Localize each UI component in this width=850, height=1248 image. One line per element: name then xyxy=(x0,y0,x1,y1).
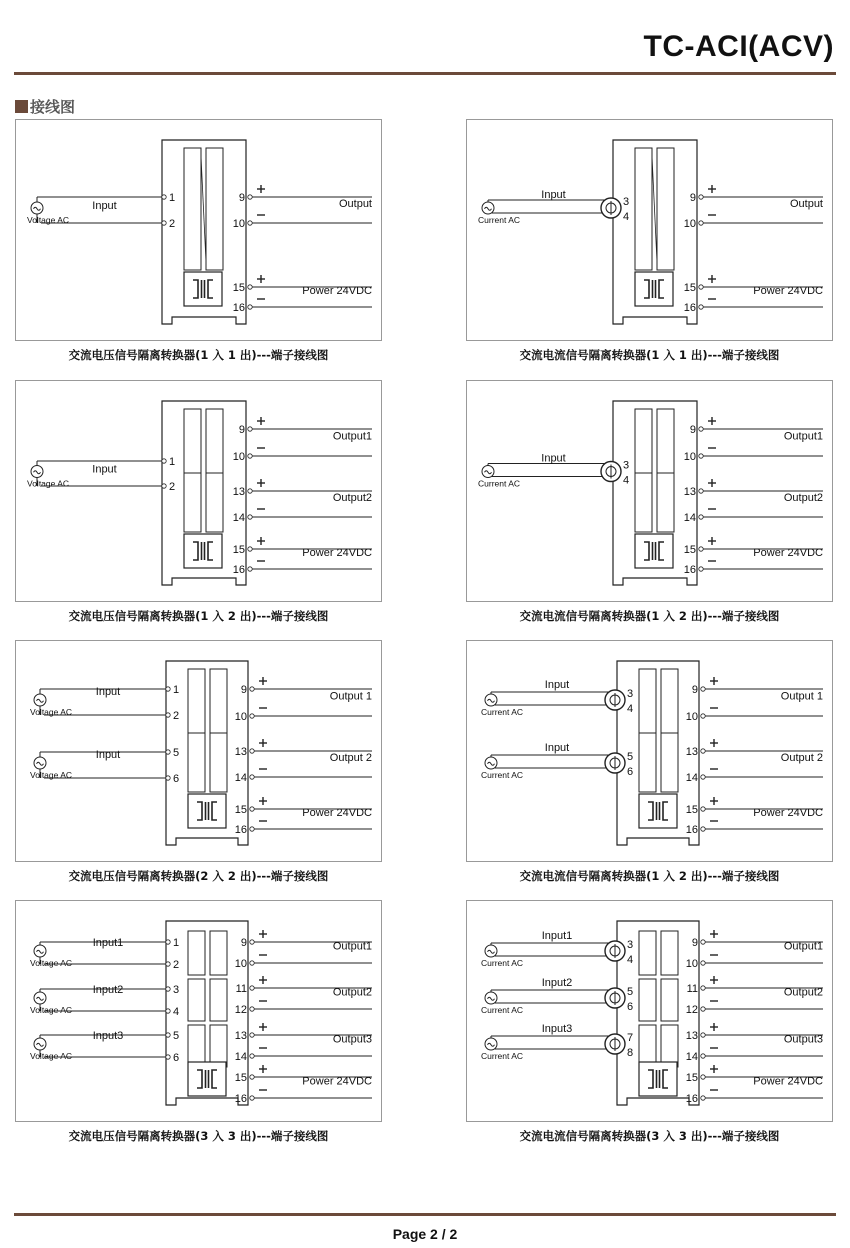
terminal-dot xyxy=(699,195,703,199)
wiring-svg xyxy=(467,641,834,863)
terminal-number: 7 xyxy=(627,1032,634,1044)
input-label: Input xyxy=(95,749,121,761)
terminal-dot xyxy=(699,515,703,519)
input-label: Input xyxy=(92,200,117,212)
output-label: Output 2 xyxy=(780,752,823,764)
wiring-svg xyxy=(467,120,834,342)
terminal-number: 16 xyxy=(232,302,245,314)
terminal-number: 16 xyxy=(685,824,698,836)
input-label: Input xyxy=(95,686,121,698)
terminal-number: 16 xyxy=(683,302,696,314)
terminal-number: 9 xyxy=(238,192,245,204)
terminal-dot xyxy=(248,285,252,289)
source-type-label: Voltage AC xyxy=(27,215,70,225)
output-label: Output1 xyxy=(783,940,823,953)
terminal-dot xyxy=(701,986,705,990)
isolation-slot xyxy=(661,1025,678,1067)
power-label: Power 24VDC xyxy=(753,1075,823,1088)
terminal-dot xyxy=(162,484,166,488)
terminal-number: 15 xyxy=(685,1072,698,1084)
terminal-dot xyxy=(701,687,705,691)
power-label: Power 24VDC xyxy=(302,1075,372,1088)
terminal-number: 15 xyxy=(234,804,247,816)
source-type-label: Current AC xyxy=(478,215,521,225)
power-isolation-block xyxy=(184,534,222,568)
source-type-label: Voltage AC xyxy=(30,770,73,780)
power-label: Power 24VDC xyxy=(753,547,823,559)
terminal-number: 3 xyxy=(623,196,630,208)
power-label: Power 24VDC xyxy=(302,547,372,559)
terminal-number: 16 xyxy=(685,1093,698,1105)
square-bullet-icon xyxy=(15,100,28,113)
wiring-diagram-2 xyxy=(466,119,833,341)
wiring-diagram-1 xyxy=(15,119,382,341)
isolation-slot xyxy=(188,733,205,792)
isolation-slot xyxy=(661,931,678,975)
input-label: Input1 xyxy=(541,930,573,942)
terminal-number: 14 xyxy=(685,1051,698,1063)
terminal-number: 14 xyxy=(234,772,247,784)
terminal-number: 5 xyxy=(173,747,180,759)
isolation-slot xyxy=(661,669,678,733)
power-isolation-block xyxy=(635,534,673,568)
terminal-dot xyxy=(248,547,252,551)
terminal-number: 6 xyxy=(627,766,634,778)
terminal-number: 9 xyxy=(691,937,698,949)
isolation-slot xyxy=(188,669,205,733)
isolation-slot xyxy=(635,409,652,473)
terminal-number: 14 xyxy=(683,512,696,524)
terminal-dot xyxy=(166,962,170,966)
input-label: Input xyxy=(544,679,570,691)
terminal-number: 5 xyxy=(173,1030,180,1042)
terminal-number: 2 xyxy=(169,218,176,230)
terminal-number: 10 xyxy=(234,958,247,970)
terminal-number: 14 xyxy=(685,772,698,784)
terminal-number: 10 xyxy=(685,958,698,970)
terminal-number: 8 xyxy=(627,1047,634,1059)
terminal-dot xyxy=(162,221,166,225)
wiring-svg xyxy=(16,120,383,342)
terminal-dot xyxy=(701,827,705,831)
terminal-number: 10 xyxy=(685,711,698,723)
wiring-svg xyxy=(16,381,383,603)
isolation-slot xyxy=(635,473,652,532)
terminal-number: 4 xyxy=(627,703,634,715)
output-label: Output1 xyxy=(332,940,372,953)
isolation-slot xyxy=(639,931,656,975)
terminal-number: 16 xyxy=(683,564,696,576)
page-number: Page 2 / 2 xyxy=(392,1226,458,1242)
diagram-caption: 交流电压信号隔离转换器(2 入 2 出)---端子接线图 xyxy=(68,869,329,883)
terminal-dot xyxy=(166,713,170,717)
terminal-number: 5 xyxy=(627,751,634,763)
wiring-diagram-6 xyxy=(466,640,833,862)
terminal-dot xyxy=(248,195,252,199)
isolation-slot xyxy=(210,669,227,733)
isolation-slot xyxy=(639,1025,656,1067)
terminal-number: 15 xyxy=(683,544,696,556)
terminal-dot xyxy=(166,687,170,691)
terminal-dot xyxy=(248,305,252,309)
terminal-dot xyxy=(701,807,705,811)
isolation-slot xyxy=(661,733,678,792)
diagram-caption: 交流电压信号隔离转换器(1 入 2 出)---端子接线图 xyxy=(68,609,329,623)
wiring-diagram-8 xyxy=(466,900,833,1122)
isolation-slot xyxy=(210,931,227,975)
input-label: Input xyxy=(544,742,570,754)
terminal-number: 2 xyxy=(173,959,180,971)
terminal-number: 13 xyxy=(232,486,245,498)
terminal-number: 4 xyxy=(173,1006,180,1018)
source-type-label: Voltage AC xyxy=(30,958,73,968)
isolation-slot xyxy=(184,148,201,270)
terminal-number: 9 xyxy=(240,937,247,949)
terminal-dot xyxy=(166,1033,170,1037)
wiring-diagram-4 xyxy=(466,380,833,602)
section-title: 接线图 xyxy=(30,98,76,116)
isolation-slot xyxy=(661,979,678,1021)
terminal-number: 13 xyxy=(685,746,698,758)
terminal-number: 13 xyxy=(683,486,696,498)
output-label: Output xyxy=(338,198,372,210)
terminal-dot xyxy=(250,986,254,990)
wiring-svg xyxy=(467,381,834,603)
terminal-dot xyxy=(166,940,170,944)
terminal-number: 3 xyxy=(627,939,634,951)
terminal-dot xyxy=(699,285,703,289)
terminal-number: 1 xyxy=(173,684,180,696)
diagram-caption: 交流电压信号隔离转换器(1 入 1 出)---端子接线图 xyxy=(68,348,329,362)
terminal-number: 15 xyxy=(232,544,245,556)
isolation-slot xyxy=(206,148,223,270)
terminal-number: 2 xyxy=(169,481,176,493)
terminal-dot xyxy=(250,961,254,965)
terminal-dot xyxy=(166,776,170,780)
wiring-svg xyxy=(467,901,834,1123)
terminal-dot xyxy=(699,221,703,225)
output-label: Output2 xyxy=(783,492,823,504)
isolation-slot xyxy=(639,669,656,733)
terminal-number: 16 xyxy=(234,824,247,836)
terminal-number: 4 xyxy=(623,474,630,487)
isolation-slot xyxy=(188,931,205,975)
section-heading xyxy=(15,96,75,117)
terminal-dot xyxy=(248,221,252,225)
source-type-label: Current AC xyxy=(481,770,524,780)
terminal-dot xyxy=(248,567,252,571)
input-label: Input3 xyxy=(541,1023,573,1035)
terminal-dot xyxy=(250,687,254,691)
isolation-slot xyxy=(184,409,201,473)
terminal-number: 11 xyxy=(686,983,698,995)
terminal-number: 6 xyxy=(627,1001,634,1013)
input-label: Input xyxy=(541,189,566,201)
isolation-slot xyxy=(657,473,674,532)
terminal-dot xyxy=(250,1075,254,1079)
terminal-number: 1 xyxy=(173,937,180,949)
terminal-number: 13 xyxy=(234,1030,247,1042)
power-isolation-block xyxy=(639,794,677,828)
isolation-slot xyxy=(206,473,223,532)
input-label: Input1 xyxy=(92,937,124,949)
terminal-number: 4 xyxy=(623,211,630,223)
output-label: Output 1 xyxy=(329,690,372,703)
isolation-slot xyxy=(635,148,652,270)
terminal-dot xyxy=(699,567,703,571)
source-type-label: Voltage AC xyxy=(30,1051,73,1061)
terminal-dot xyxy=(699,305,703,309)
terminal-number: 12 xyxy=(685,1004,698,1016)
isolation-slot xyxy=(188,1025,205,1067)
terminal-number: 9 xyxy=(689,192,696,204)
terminal-number: 10 xyxy=(234,711,247,723)
terminal-dot xyxy=(701,1075,705,1079)
terminal-dot xyxy=(166,1055,170,1059)
input-label: Input xyxy=(541,452,566,465)
source-type-label: Voltage AC xyxy=(30,1005,73,1015)
terminal-number: 16 xyxy=(234,1093,247,1105)
isolation-slot xyxy=(210,1025,227,1067)
output-label: Output 2 xyxy=(329,752,372,764)
wiring-svg xyxy=(16,901,383,1123)
wiring-diagram-5 xyxy=(15,640,382,862)
terminal-number: 14 xyxy=(232,512,245,524)
power-isolation-block xyxy=(188,1062,226,1096)
isolation-slot xyxy=(639,979,656,1021)
terminal-number: 16 xyxy=(232,564,245,576)
source-type-label: Current AC xyxy=(481,707,524,717)
wiring-diagram-3 xyxy=(15,380,382,602)
terminal-number: 9 xyxy=(238,424,245,436)
diagram-caption: 交流电流信号隔离转换器(1 入 2 出)---端子接线图 xyxy=(519,609,780,623)
power-isolation-block xyxy=(639,1062,677,1096)
isolation-slot xyxy=(206,409,223,473)
terminal-number: 14 xyxy=(234,1051,247,1063)
source-type-label: Current AC xyxy=(481,1051,524,1061)
isolation-slot xyxy=(639,733,656,792)
terminal-dot xyxy=(701,1096,705,1100)
terminal-dot xyxy=(701,961,705,965)
terminal-number: 2 xyxy=(173,710,180,722)
terminal-dot xyxy=(250,1096,254,1100)
terminal-dot xyxy=(699,547,703,551)
input-label: Input3 xyxy=(92,1030,124,1042)
terminal-number: 3 xyxy=(173,984,180,996)
source-type-label: Current AC xyxy=(481,958,524,968)
terminal-number: 10 xyxy=(683,451,696,463)
terminal-number: 9 xyxy=(691,684,698,696)
source-type-label: Voltage AC xyxy=(27,478,70,489)
terminal-dot xyxy=(701,1007,705,1011)
terminal-dot xyxy=(701,940,705,944)
terminal-dot xyxy=(250,807,254,811)
terminal-dot xyxy=(701,1054,705,1058)
output-label: Output2 xyxy=(332,986,372,999)
terminal-dot xyxy=(248,454,252,458)
terminal-dot xyxy=(699,454,703,458)
terminal-number: 10 xyxy=(232,451,245,463)
terminal-number: 6 xyxy=(173,773,180,785)
output-label: Output1 xyxy=(332,430,372,443)
diagram-caption: 交流电流信号隔离转换器(1 入 2 出)---端子接线图 xyxy=(519,869,780,883)
terminal-number: 10 xyxy=(232,218,245,230)
terminal-number: 15 xyxy=(685,804,698,816)
terminal-dot xyxy=(250,749,254,753)
terminal-dot xyxy=(701,749,705,753)
source-type-label: Voltage AC xyxy=(30,707,73,717)
output-label: Output2 xyxy=(332,492,372,504)
terminal-dot xyxy=(250,775,254,779)
isolation-slot xyxy=(210,979,227,1021)
input-label: Input2 xyxy=(541,977,573,989)
isolation-slot xyxy=(657,409,674,473)
terminal-dot xyxy=(248,427,252,431)
terminal-number: 6 xyxy=(173,1052,180,1064)
terminal-dot xyxy=(701,714,705,718)
terminal-dot xyxy=(699,427,703,431)
terminal-dot xyxy=(250,714,254,718)
output-label: Output3 xyxy=(783,1033,823,1046)
input-label: Input2 xyxy=(92,984,124,996)
power-isolation-block xyxy=(635,272,673,306)
terminal-dot xyxy=(166,1009,170,1013)
power-label: Power 24VDC xyxy=(753,285,823,297)
diagram-caption: 交流电流信号隔离转换器(1 入 1 出)---端子接线图 xyxy=(519,348,780,362)
terminal-number: 3 xyxy=(623,459,630,472)
power-label: Power 24VDC xyxy=(302,285,372,297)
isolation-slot xyxy=(188,979,205,1021)
power-isolation-block xyxy=(188,794,226,828)
isolation-slot xyxy=(210,733,227,792)
terminal-number: 5 xyxy=(627,986,634,998)
terminal-dot xyxy=(250,940,254,944)
terminal-number: 9 xyxy=(689,424,696,436)
terminal-number: 9 xyxy=(240,684,247,696)
terminal-dot xyxy=(248,489,252,493)
terminal-dot xyxy=(166,750,170,754)
terminal-dot xyxy=(701,1033,705,1037)
isolation-slot xyxy=(184,473,201,532)
power-label: Power 24VDC xyxy=(302,807,372,819)
terminal-number: 12 xyxy=(234,1004,247,1016)
terminal-dot xyxy=(699,489,703,493)
terminal-dot xyxy=(701,775,705,779)
output-label: Output3 xyxy=(332,1033,372,1046)
terminal-dot xyxy=(250,1033,254,1037)
terminal-dot xyxy=(250,1054,254,1058)
footer-rule xyxy=(14,1213,836,1216)
source-type-label: Current AC xyxy=(481,1005,524,1015)
output-label: Output xyxy=(789,198,823,210)
terminal-number: 13 xyxy=(685,1030,698,1042)
terminal-number: 15 xyxy=(232,282,245,294)
terminal-number: 13 xyxy=(234,746,247,758)
terminal-number: 4 xyxy=(627,954,634,966)
terminal-number: 10 xyxy=(683,218,696,230)
terminal-number: 11 xyxy=(235,983,247,995)
terminal-number: 1 xyxy=(169,456,176,468)
diagram-caption: 交流电压信号隔离转换器(3 入 3 出)---端子接线图 xyxy=(68,1129,329,1143)
terminal-number: 15 xyxy=(234,1072,247,1084)
power-label: Power 24VDC xyxy=(753,807,823,819)
source-type-label: Current AC xyxy=(478,478,521,489)
terminal-number: 3 xyxy=(627,688,634,700)
output-label: Output1 xyxy=(783,430,823,443)
isolation-slot xyxy=(657,148,674,270)
document-title: TC-ACI(ACV) xyxy=(643,30,834,63)
terminal-dot xyxy=(162,195,166,199)
power-isolation-block xyxy=(184,272,222,306)
output-label: Output2 xyxy=(783,986,823,999)
diagram-caption: 交流电流信号隔离转换器(3 入 3 出)---端子接线图 xyxy=(519,1129,780,1143)
header-rule xyxy=(14,72,836,75)
terminal-dot xyxy=(162,459,166,463)
wiring-svg xyxy=(16,641,383,863)
terminal-dot xyxy=(166,987,170,991)
wiring-diagram-7 xyxy=(15,900,382,1122)
terminal-dot xyxy=(250,827,254,831)
terminal-number: 15 xyxy=(683,282,696,294)
input-label: Input xyxy=(92,463,117,476)
output-label: Output 1 xyxy=(780,690,823,703)
terminal-number: 1 xyxy=(169,192,176,204)
terminal-dot xyxy=(250,1007,254,1011)
terminal-dot xyxy=(248,515,252,519)
